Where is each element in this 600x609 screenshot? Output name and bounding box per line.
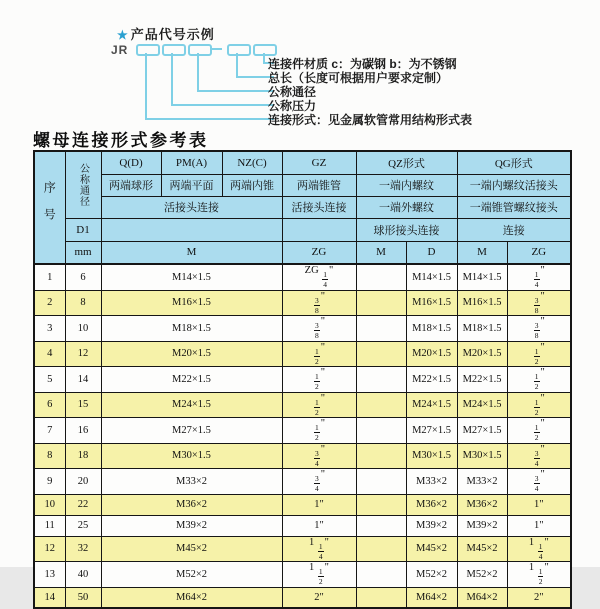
table-cell: 22 — [65, 494, 101, 515]
product-code-prefix: JR — [111, 43, 129, 57]
table-cell: $\frac{3}{8}$ " — [282, 290, 356, 316]
table-cell: M20×1.5 — [457, 341, 507, 367]
table-cell: 1" — [507, 494, 571, 515]
table-cell: 13 — [34, 562, 65, 588]
table-body — [34, 264, 571, 608]
table-cell: $\frac{1}{2}$ " — [507, 341, 571, 367]
table-cell: M64×2 — [457, 587, 507, 608]
table-cell — [356, 515, 406, 536]
code-dash — [212, 48, 222, 50]
table-cell: 18 — [65, 443, 101, 469]
connector-line — [145, 53, 147, 120]
table-cell: 7 — [34, 418, 65, 444]
table-row — [34, 367, 571, 393]
table-cell: 9 — [34, 469, 65, 495]
table-cell: 2" — [507, 587, 571, 608]
table-cell: M33×2 — [457, 469, 507, 495]
table-cell: M27×1.5 — [406, 418, 457, 444]
table-cell: M14×1.5 — [457, 264, 507, 290]
table-cell: 14 — [34, 587, 65, 608]
table-cell: 32 — [65, 536, 101, 562]
diagram-title-text: 产品代号示例 — [130, 27, 215, 42]
table-cell: 1 — [34, 264, 65, 290]
table-cell — [356, 562, 406, 588]
table-header — [34, 151, 571, 264]
table-cell: 1 $\frac{1}{4}$ " — [507, 536, 571, 562]
col-header-qz: QZ形式 — [356, 151, 457, 174]
header-nz-desc: 两端内锥 — [222, 174, 282, 196]
table-row — [34, 443, 571, 469]
table-cell: M18×1.5 — [457, 316, 507, 342]
table-cell: M45×2 — [101, 536, 282, 562]
table-row — [34, 494, 571, 515]
table-cell: M30×1.5 — [406, 443, 457, 469]
header-d1: D1 — [65, 218, 101, 241]
table-cell: M39×2 — [101, 515, 282, 536]
header-qg-desc2: 一端锥管螺纹接头 — [457, 196, 571, 218]
table-cell: M45×2 — [406, 536, 457, 562]
connector-line — [171, 53, 173, 106]
table-cell: $\frac{3}{4}$ " — [507, 443, 571, 469]
table-cell — [356, 341, 406, 367]
table-cell: M52×2 — [406, 562, 457, 588]
table-cell: M39×2 — [406, 515, 457, 536]
table-cell — [356, 418, 406, 444]
table-cell: M18×1.5 — [406, 316, 457, 342]
table-cell: M20×1.5 — [101, 341, 282, 367]
table-cell: 1 $\frac{1}{4}$ " — [282, 536, 356, 562]
header-pm-desc: 两端平面 — [161, 174, 222, 196]
table-row — [34, 341, 571, 367]
table-cell: 11 — [34, 515, 65, 536]
table-cell: 50 — [65, 587, 101, 608]
col-header-nz: NZ(C) — [222, 151, 282, 174]
table-cell: M52×2 — [101, 562, 282, 588]
col-header-seq: 序号 — [34, 151, 65, 264]
table-cell — [356, 264, 406, 290]
header-mm: mm — [65, 241, 101, 264]
table-cell: M24×1.5 — [101, 392, 282, 418]
table-cell — [356, 443, 406, 469]
table-cell: 15 — [65, 392, 101, 418]
table-cell — [356, 494, 406, 515]
header-zg2: ZG — [507, 241, 571, 264]
star-icon: ★ — [117, 28, 129, 42]
table-cell: M22×1.5 — [457, 367, 507, 393]
table-row — [34, 515, 571, 536]
table-cell: M45×2 — [457, 536, 507, 562]
table-cell: 14 — [65, 367, 101, 393]
table-title: 螺母连接形式参考表 — [33, 131, 209, 150]
table-cell: 1" — [282, 494, 356, 515]
table-cell: M22×1.5 — [101, 367, 282, 393]
table-cell: M27×1.5 — [101, 418, 282, 444]
table-cell: 2" — [282, 587, 356, 608]
table-cell: M30×1.5 — [457, 443, 507, 469]
table-cell: M64×2 — [101, 587, 282, 608]
connector-line — [197, 53, 199, 92]
table-cell — [356, 587, 406, 608]
table-cell: 12 — [34, 536, 65, 562]
table-cell: 5 — [34, 367, 65, 393]
table-row — [34, 418, 571, 444]
table-cell: M14×1.5 — [406, 264, 457, 290]
table-cell: M36×2 — [457, 494, 507, 515]
header-qz-desc1: 一端内螺纹 — [356, 174, 457, 196]
table-cell: M33×2 — [406, 469, 457, 495]
table-cell — [356, 290, 406, 316]
table-cell: M64×2 — [406, 587, 457, 608]
header-m2: M — [356, 241, 406, 264]
table-cell: ZG $\frac{1}{4}$ " — [282, 264, 356, 290]
table-cell: 8 — [34, 443, 65, 469]
table-cell: 16 — [65, 418, 101, 444]
header-empty — [282, 218, 356, 241]
table-cell: 6 — [34, 392, 65, 418]
table-cell: 1 $\frac{1}{2}$ " — [507, 562, 571, 588]
table-cell: M16×1.5 — [101, 290, 282, 316]
table-cell: $\frac{1}{2}$ " — [507, 392, 571, 418]
table-cell: $\frac{1}{2}$ " — [507, 367, 571, 393]
diagram-label-material: 连接件材质 c：为碳钢 b：为不锈钢 — [268, 57, 457, 71]
table-row — [34, 536, 571, 562]
header-gz-desc: 两端锥管 — [282, 174, 356, 196]
table-cell: M16×1.5 — [406, 290, 457, 316]
table-cell: 6 — [65, 264, 101, 290]
connector-line — [171, 104, 274, 106]
table-cell: M27×1.5 — [457, 418, 507, 444]
connector-line — [145, 118, 274, 120]
header-left-connection: 活接头连接 — [101, 196, 282, 218]
table-row — [34, 587, 571, 608]
header-gz-connection: 活接头连接 — [282, 196, 356, 218]
connector-line — [197, 90, 274, 92]
table-cell: 25 — [65, 515, 101, 536]
table-cell: $\frac{3}{8}$ " — [282, 316, 356, 342]
diagram-label-pressure: 公称压力 — [268, 99, 317, 113]
table-cell: $\frac{1}{2}$ " — [282, 341, 356, 367]
table-cell: M16×1.5 — [457, 290, 507, 316]
table-row — [34, 392, 571, 418]
table-cell: 10 — [65, 316, 101, 342]
table-cell — [356, 367, 406, 393]
table-cell: 8 — [65, 290, 101, 316]
diagram-label-length: 总长（长度可根据用户要求定制） — [268, 71, 449, 85]
table-cell: M39×2 — [457, 515, 507, 536]
table-cell: M36×2 — [406, 494, 457, 515]
table-cell: M24×1.5 — [406, 392, 457, 418]
table-cell: 12 — [65, 341, 101, 367]
header-qg-desc1: 一端内螺纹活接头 — [457, 174, 571, 196]
table-cell — [356, 469, 406, 495]
header-empty — [101, 218, 282, 241]
header-qg-connection: 连接 — [457, 218, 571, 241]
code-segment-box — [188, 44, 212, 56]
table-cell: $\frac{1}{2}$ " — [507, 418, 571, 444]
table-cell: M22×1.5 — [406, 367, 457, 393]
table-cell: $\frac{1}{2}$ " — [282, 392, 356, 418]
table-cell: $\frac{3}{8}$ " — [507, 316, 571, 342]
table-cell: $\frac{1}{2}$ " — [282, 418, 356, 444]
table-cell: 1 $\frac{1}{2}$ " — [282, 562, 356, 588]
connector-line — [236, 53, 238, 78]
table-cell: M30×1.5 — [101, 443, 282, 469]
table-cell: 3 — [34, 316, 65, 342]
code-segment-box — [162, 44, 186, 56]
table-cell: M18×1.5 — [101, 316, 282, 342]
table-row — [34, 316, 571, 342]
diagram-label-connection: 连接形式：见金属软管常用结构形式表 — [268, 113, 473, 127]
col-header-nominal-diameter: 公称通径 — [65, 151, 101, 218]
table-cell — [356, 536, 406, 562]
table-cell: 1" — [282, 515, 356, 536]
code-segment-box — [136, 44, 160, 56]
header-m1: M — [101, 241, 282, 264]
header-m3: M — [457, 241, 507, 264]
table-cell: $\frac{3}{8}$ " — [507, 290, 571, 316]
col-header-gz: GZ — [282, 151, 356, 174]
table-cell — [356, 316, 406, 342]
nut-connection-reference-table — [33, 150, 572, 609]
code-segment-box — [227, 44, 251, 56]
table-row — [34, 469, 571, 495]
table-cell: $\frac{3}{4}$ " — [507, 469, 571, 495]
table-cell: $\frac{1}{2}$ " — [282, 367, 356, 393]
table-cell: M14×1.5 — [101, 264, 282, 290]
table-cell: 2 — [34, 290, 65, 316]
col-header-pm: PM(A) — [161, 151, 222, 174]
col-header-qg: QG形式 — [457, 151, 571, 174]
table-cell: 4 — [34, 341, 65, 367]
table-cell: M24×1.5 — [457, 392, 507, 418]
table-row — [34, 562, 571, 588]
table-cell: M52×2 — [457, 562, 507, 588]
table-cell: 40 — [65, 562, 101, 588]
header-d: D — [406, 241, 457, 264]
diagram-title — [117, 24, 215, 43]
col-header-q: Q(D) — [101, 151, 161, 174]
table-row — [34, 290, 571, 316]
table-cell: M33×2 — [101, 469, 282, 495]
table-row — [34, 264, 571, 290]
header-qz-connection: 球形接头连接 — [356, 218, 457, 241]
header-q-desc: 两端球形 — [101, 174, 161, 196]
table-cell: M20×1.5 — [406, 341, 457, 367]
table-cell: $\frac{3}{4}$ " — [282, 469, 356, 495]
table-cell: $\frac{1}{4}$ " — [507, 264, 571, 290]
table-cell: 10 — [34, 494, 65, 515]
header-qz-desc2: 一端外螺纹 — [356, 196, 457, 218]
table-cell — [356, 392, 406, 418]
table-cell: 1" — [507, 515, 571, 536]
table-cell: $\frac{3}{4}$ " — [282, 443, 356, 469]
table-cell: 20 — [65, 469, 101, 495]
table-cell: M36×2 — [101, 494, 282, 515]
diagram-label-diameter: 公称通径 — [268, 85, 317, 99]
header-zg1: ZG — [282, 241, 356, 264]
